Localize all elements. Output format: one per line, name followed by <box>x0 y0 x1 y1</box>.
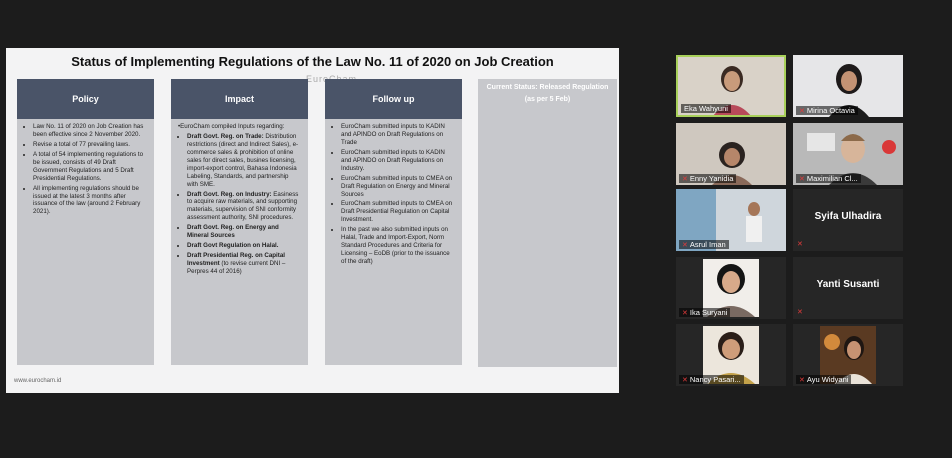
participant-tile-nancy-pasari[interactable] <box>676 324 786 386</box>
mic-muted-icon: ✕ <box>799 376 805 384</box>
slide-footer-url: www.eurocham.id <box>14 378 62 384</box>
participant-tile-yanti-susanti[interactable] <box>793 257 903 319</box>
followup-heading: Follow up <box>325 79 462 119</box>
list-item: • Revise a total of 77 prevailing laws. <box>33 141 147 149</box>
participant-tile-mirina-octavia[interactable] <box>793 55 903 117</box>
list-item: • EuroCham submitted inputs to CMEA on Draft Regulation on Energy and Mineral Sources <box>341 175 455 199</box>
mic-muted-icon: ✕ <box>797 241 803 248</box>
participant-tile-ika-suryani[interactable] <box>676 257 786 319</box>
mic-muted-icon: ✕ <box>682 175 688 183</box>
participant-tile-eka-wahyuni[interactable] <box>676 55 786 117</box>
list-item: • EuroCham submitted inputs to KADIN and APINDO on Draft Regulations on Industry. <box>341 149 455 173</box>
policy-heading: Policy <box>17 79 154 119</box>
participant-tile-syifa-ulhadira[interactable] <box>793 189 903 251</box>
participant-name: ✕ Asrul Iman <box>679 240 729 249</box>
list-item: • A total of 54 implementing regulations to be issued, consists of 49 Draft Government Regulations and 5 Draft Presidential Regulations. <box>33 151 147 183</box>
status-subheading: (as per 5 Feb) <box>524 95 571 103</box>
participant-name: ✕ Maximilian Cl... <box>796 174 861 183</box>
list-item: • Draft Govt Regulation on Halal. <box>187 242 301 250</box>
slide-title: Status of Implementing Regulations of the Law No. 11 of 2020 on Job Creation <box>71 54 554 69</box>
mic-muted-icon: ✕ <box>682 241 688 249</box>
mic-muted-icon: ✕ <box>682 309 688 317</box>
policy-list <box>24 123 147 216</box>
mic-muted-icon: ✕ <box>799 175 805 183</box>
participant-name: ✕ Ika Suryani <box>679 308 730 317</box>
participant-name: ✕ Enny Yanidia <box>679 174 736 183</box>
list-item: • EuroCham submitted inputs to KADIN and APINDO on Draft Regulations on Trade <box>341 123 455 147</box>
mic-muted-icon: ✕ <box>797 309 803 316</box>
participant-name: ✕ Nancy Pasari... <box>679 375 744 384</box>
participant-tile-asrul-iman[interactable] <box>676 189 786 251</box>
impact-column <box>171 79 308 365</box>
list-item: • Draft Govt. Reg. on Energy and Mineral Sources <box>187 224 301 240</box>
participant-name: Yanti Susanti <box>816 279 880 290</box>
participant-name: ✕ Ayu Widyani <box>796 375 851 384</box>
participant-tile-ayu-widyani[interactable] <box>793 324 903 386</box>
list-item: • EuroCham submitted inputs to CMEA on Draft Presidential Regulation on Capital Investment. <box>341 200 455 224</box>
list-item: • All implementing regulations should be issued at the latest 3 months after issuance of the law (around 2 February 2021). <box>33 185 147 217</box>
followup-list <box>332 123 455 266</box>
impact-list <box>178 133 301 276</box>
participant-name: ✕ Mirina Octavia <box>796 106 858 115</box>
impact-intro: •EuroCham compiled Inputs regarding: <box>178 123 285 130</box>
list-item: • Draft Govt. Reg. on Trade: Distribution restrictions (direct and Indirect Sales), e-commerce sales & prohibition of online sales for direct sales, busines licensing, import-export control, Bahasa Indonesia Labeling, Standards, and partnership with SME. <box>187 133 301 189</box>
mic-muted-icon: ✕ <box>682 376 688 384</box>
participant-name: Eka Wahyuni <box>681 104 731 113</box>
participant-tile-maximilian[interactable] <box>793 123 903 185</box>
status-heading: Current Status: Released Regulation <box>486 84 609 91</box>
shared-screen-slide <box>6 48 619 393</box>
status-column <box>478 79 617 367</box>
followup-column <box>325 79 462 365</box>
participant-tile-enny-yanidia[interactable] <box>676 123 786 185</box>
mic-muted-icon: ✕ <box>799 107 805 115</box>
list-item: • Draft Govt. Reg. on Industry: Easiness to acquire raw materials, and supporting materials, supervision of SNI conformity assessment authority, SNI procedures. <box>187 191 301 223</box>
participant-name: Syifa Ulhadira <box>814 211 882 222</box>
impact-heading: Impact <box>171 79 308 119</box>
list-item: • In the past we also submitted inputs on Halal, Trade and Import-Export, Norm Standard Procedures and Criteria for Licensing – EoDB (prior to the issuance of the draft) <box>341 226 455 266</box>
policy-column <box>17 79 154 365</box>
list-item: • Draft Presidential Reg. on Capital Investment (to revise current DNI – Perpres 44 of 2016) <box>187 252 301 276</box>
list-item: • Law No. 11 of 2020 on Job Creation has been effective since 2 November 2020. <box>33 123 147 139</box>
